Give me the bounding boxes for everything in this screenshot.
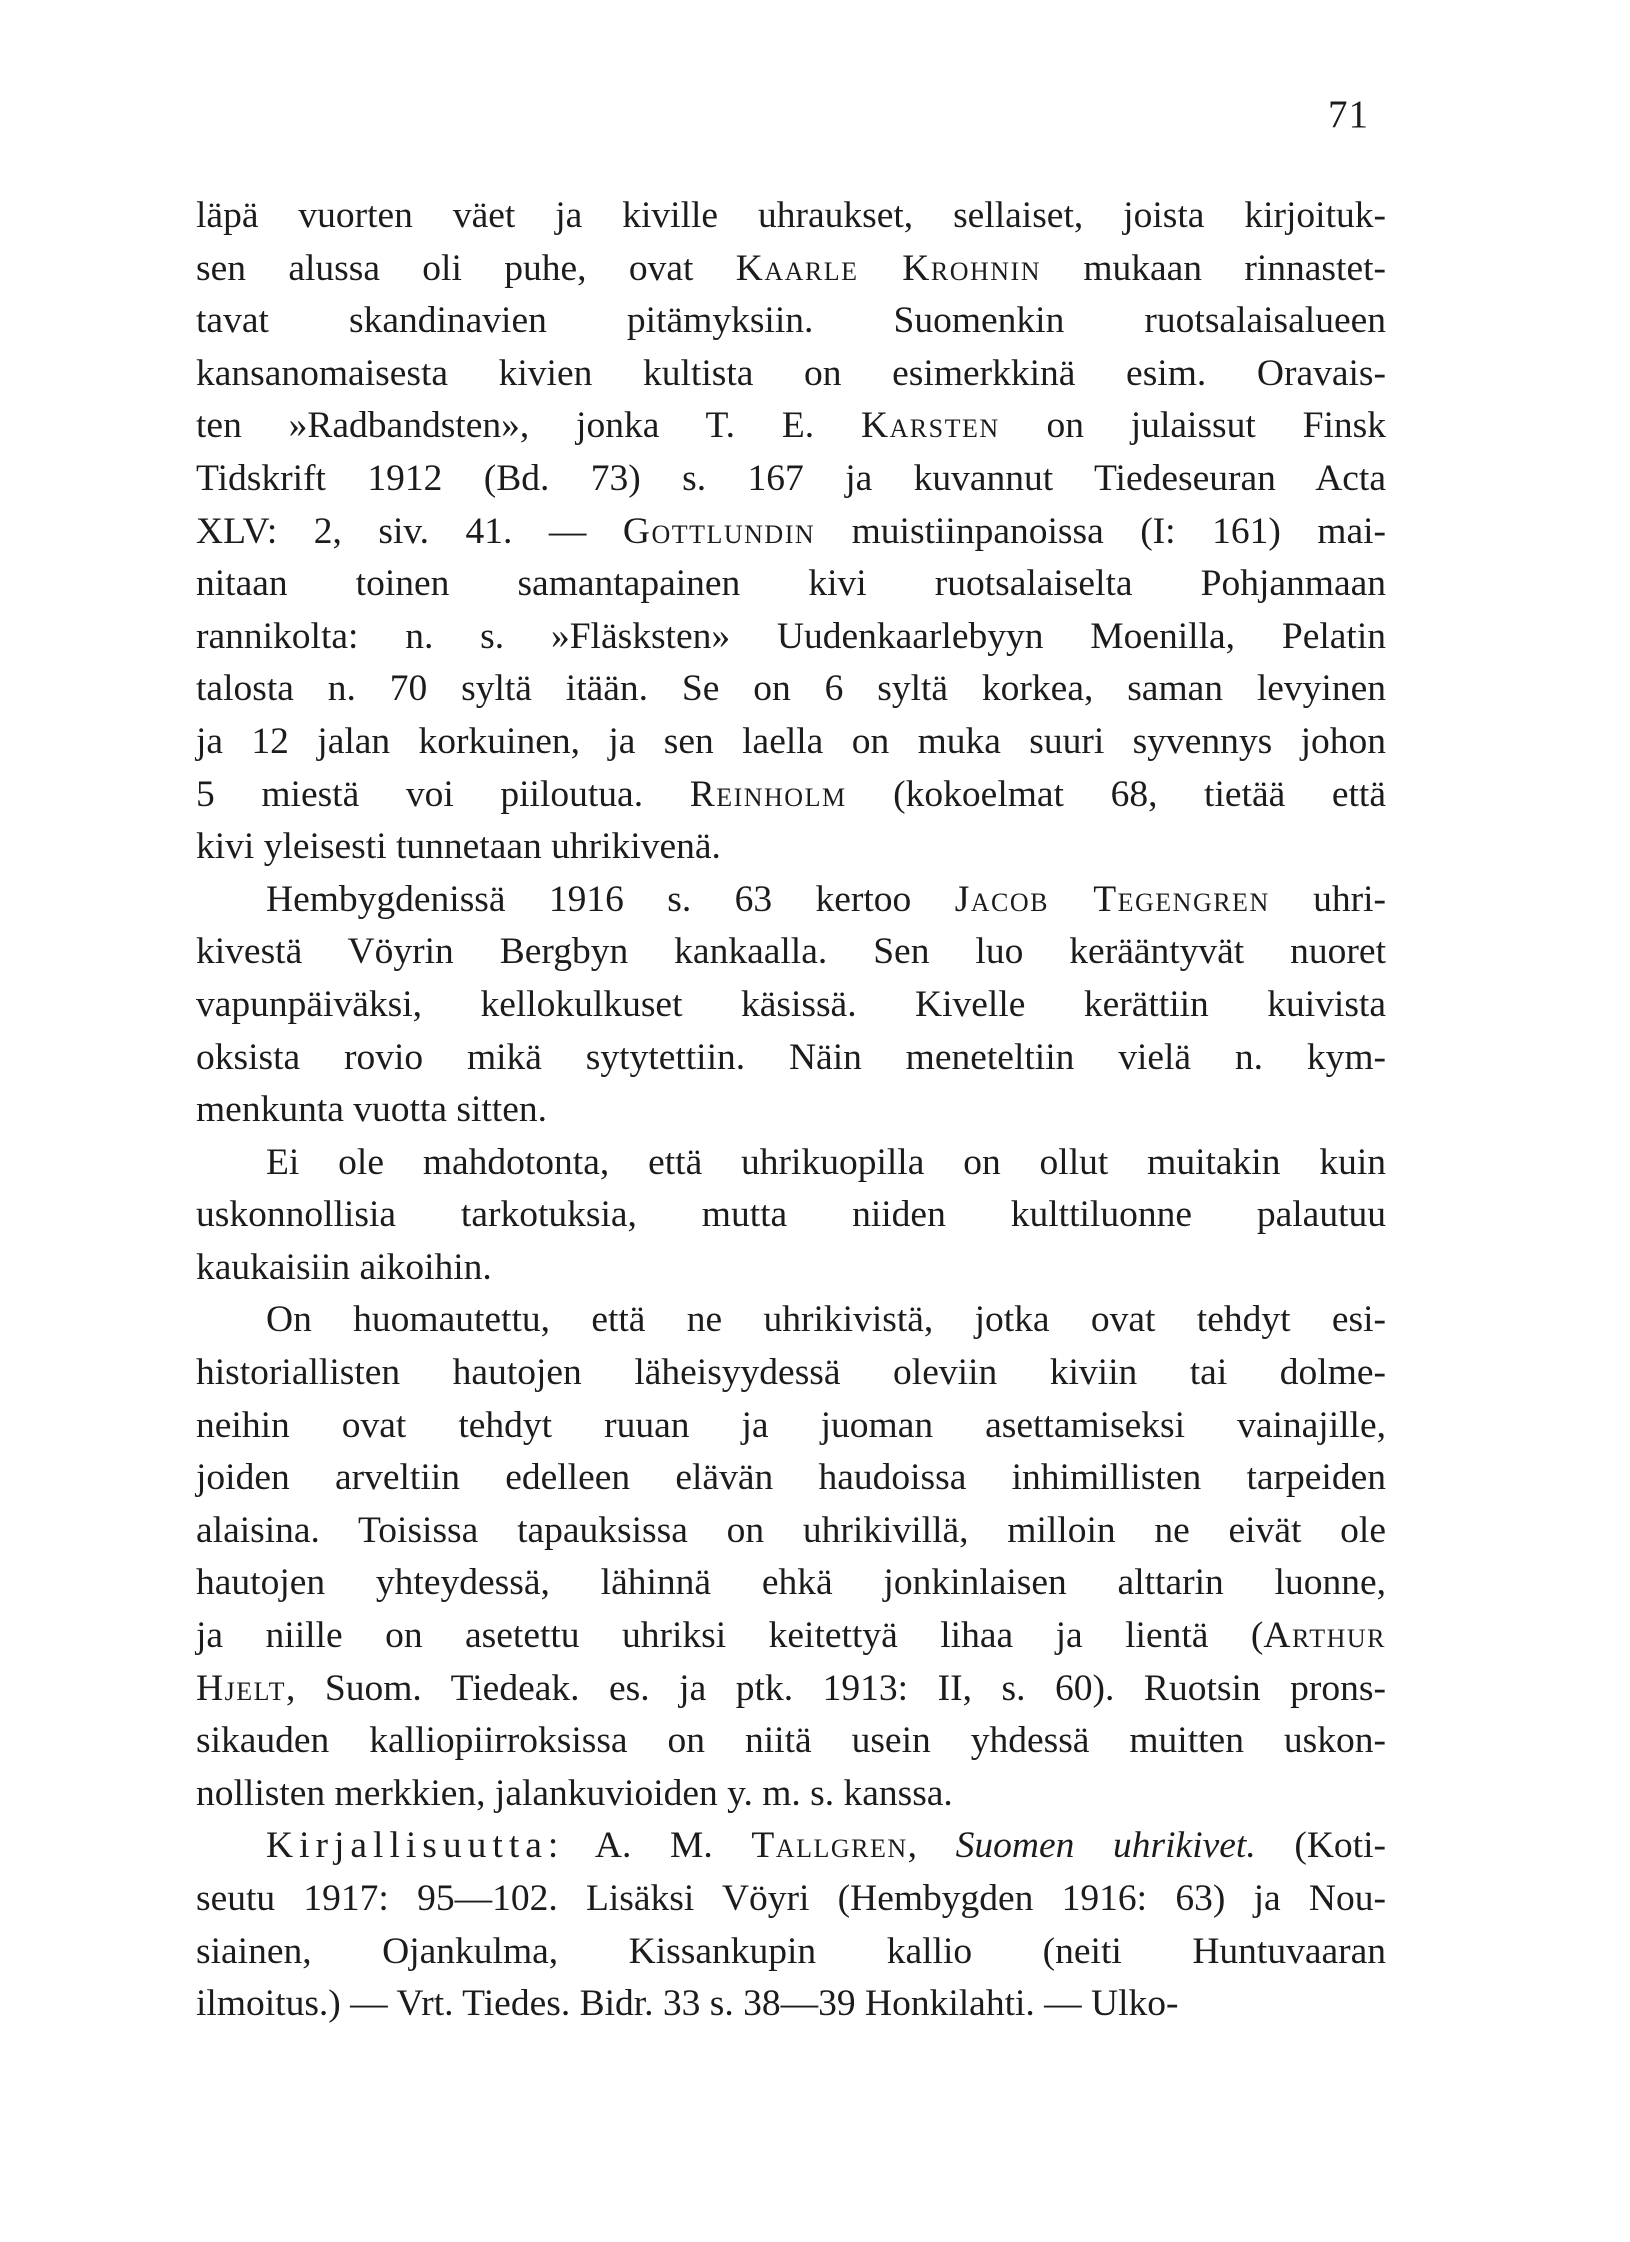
text-line xyxy=(196,1715,1386,1768)
text-run: oksista rovio mikä sytytettiin. Näin meneteltiin vielä n. kym- xyxy=(196,1036,1386,1078)
text-line xyxy=(196,1452,1386,1505)
text-run: joiden arveltiin edelleen elävän haudoissa inhimillisten tarpeiden xyxy=(196,1457,1386,1499)
text-line xyxy=(196,400,1386,453)
text-run: kaukaisiin aikoihin. xyxy=(196,1246,492,1288)
text-line xyxy=(196,979,1386,1032)
paragraph xyxy=(196,1137,1386,1295)
text-line xyxy=(196,1873,1386,1926)
text-run: ja niille on asetettu uhriksi keitettyä lihaa ja lientä ( xyxy=(196,1615,1264,1657)
text-run: historiallisten hautojen läheisyydessä oleviin kiviin tai dolme- xyxy=(196,1352,1386,1394)
text-line xyxy=(196,190,1386,243)
text-run: nitaan toinen samantapainen kivi ruotsalaiselta Pohjanmaan xyxy=(196,563,1386,605)
text-run: rannikolta: n. s. »Fläsksten» Uudenkaarlebyyn Moenilla, Pelatin xyxy=(196,615,1386,657)
author-name: Karsten xyxy=(860,405,1000,447)
text-run: neihin ovat tehdyt ruuan ja juoman asettamiseksi vainajille, xyxy=(196,1404,1386,1446)
text-run: Hembygdenissä 1916 s. 63 kertoo xyxy=(266,878,955,920)
text-line xyxy=(196,1400,1386,1453)
text-line xyxy=(196,558,1386,611)
text-run: sikauden kalliopiirroksissa on niitä usein yhdessä muitten uskon- xyxy=(196,1720,1386,1762)
text-run: (kokoelmat 68, tietää että xyxy=(846,773,1386,815)
paragraph xyxy=(196,874,1386,1137)
text-run: nollisten merkkien, jalankuvioiden y. m. s. kanssa. xyxy=(196,1772,953,1814)
text-run: vapunpäiväksi, kellokulkuset käsissä. Kivelle kerättiin kuivista xyxy=(196,983,1386,1025)
author-name: Reinholm xyxy=(689,773,847,815)
text-run: Ei ole mahdotonta, että uhrikuopilla on ollut muitakin kuin xyxy=(266,1141,1386,1183)
text-run: (Koti- xyxy=(1255,1825,1387,1867)
work-title: Suomen uhrikivet. xyxy=(955,1825,1256,1867)
text-run: Tidskrift 1912 (Bd. 73) s. 167 ja kuvannut Tiedeseuran Acta xyxy=(196,457,1386,499)
author-name: Arthur xyxy=(1263,1615,1386,1657)
section-label: Kirjallisuutta xyxy=(266,1825,548,1867)
author-name: Gottlundin xyxy=(622,510,816,552)
text-line xyxy=(196,769,1386,822)
text-line xyxy=(196,1189,1386,1242)
text-line xyxy=(196,1820,1386,1873)
paragraph xyxy=(196,190,1386,874)
text-line xyxy=(196,1294,1386,1347)
text-line xyxy=(196,663,1386,716)
text-line xyxy=(196,1978,1386,2031)
text-line xyxy=(196,1663,1386,1716)
author-name: Tallgren xyxy=(751,1825,908,1867)
text-run: kivi yleisesti tunnetaan uhrikivenä. xyxy=(196,826,721,868)
text-line xyxy=(196,611,1386,664)
text-run: alaisina. Toisissa tapauksissa on uhrikivillä, milloin ne eivät ole xyxy=(196,1509,1386,1551)
text-run: On huomautettu, että ne uhrikivistä, jotka ovat tehdyt esi- xyxy=(266,1299,1386,1341)
text-run: on julaissut Finsk xyxy=(999,405,1387,447)
text-line xyxy=(196,1505,1386,1558)
body-text xyxy=(196,190,1386,2031)
text-line xyxy=(196,453,1386,506)
text-run: mukaan rinnastet- xyxy=(1041,247,1386,289)
text-line xyxy=(196,874,1386,927)
text-run: sen alussa oli puhe, ovat xyxy=(196,247,736,289)
author-name: Jacob Tegengren xyxy=(954,878,1270,920)
text-line xyxy=(196,295,1386,348)
text-run: seutu 1917: 95—102. Lisäksi Vöyri (Hembygden 1916: 63) ja Nou- xyxy=(196,1878,1386,1919)
text-line xyxy=(196,1242,1386,1295)
text-run: talosta n. 70 syltä itään. Se on 6 syltä korkea, saman levyinen xyxy=(196,668,1386,710)
text-line xyxy=(196,348,1386,401)
text-line xyxy=(196,1926,1386,1979)
author-name: Hjelt xyxy=(196,1667,286,1709)
paragraph xyxy=(196,1294,1386,1820)
text-run: , Suom. Tiedeak. es. ja ptk. 1913: II, s. 60). Ruotsin prons- xyxy=(285,1667,1386,1709)
text-run: tavat skandinavien pitämyksiin. Suomenkin ruotsalaisalueen xyxy=(196,300,1386,342)
text-run: läpä vuorten väet ja kiville uhraukset, sellaiset, joista kirjoituk- xyxy=(196,195,1386,236)
text-line xyxy=(196,1557,1386,1610)
text-line xyxy=(196,821,1386,874)
text-run: kansanomaisesta kivien kultista on esimerkkinä esim. Oravais- xyxy=(196,352,1386,394)
text-line xyxy=(196,1084,1386,1137)
text-run: uskonnollisia tarkotuksia, mutta niiden kulttiluonne palautuu xyxy=(196,1194,1386,1236)
text-run: : A. M. xyxy=(547,1825,752,1867)
author-name: Kaarle Krohnin xyxy=(735,247,1041,289)
page-number: 71 xyxy=(1328,93,1369,136)
paragraph xyxy=(196,1820,1386,2030)
text-run: uhri- xyxy=(1269,878,1386,920)
text-run: XLV: 2, siv. 41. — xyxy=(196,510,623,552)
text-line xyxy=(196,243,1386,296)
text-run: hautojen yhteydessä, lähinnä ehkä jonkinlaisen alttarin luonne, xyxy=(196,1562,1386,1604)
text-line xyxy=(196,1768,1386,1821)
text-run: menkunta vuotta sitten. xyxy=(196,1089,547,1131)
text-line xyxy=(196,1137,1386,1190)
text-run: muistiinpanoissa (I: 161) mai- xyxy=(815,510,1387,552)
text-run: ilmoitus.) — Vrt. Tiedes. Bidr. 33 s. 38—39 Honkilahti. — Ulko- xyxy=(196,1983,1179,2025)
text-line xyxy=(196,506,1386,559)
text-run: kivestä Vöyrin Bergbyn kankaalla. Sen luo kerääntyvät nuoret xyxy=(196,931,1386,973)
text-line xyxy=(196,926,1386,979)
text-run: ten »Radbandsten», jonka T. E. xyxy=(196,405,861,447)
text-run: , xyxy=(907,1825,956,1867)
text-run: 5 miestä voi piiloutua. xyxy=(196,773,690,815)
text-run: siainen, Ojankulma, Kissankupin kallio (neiti Huntuvaaran xyxy=(196,1930,1386,1972)
text-line xyxy=(196,1347,1386,1400)
text-line xyxy=(196,1610,1386,1663)
text-line xyxy=(196,1032,1386,1085)
text-line xyxy=(196,716,1386,769)
text-run: ja 12 jalan korkuinen, ja sen laella on muka suuri syvennys johon xyxy=(196,720,1386,762)
